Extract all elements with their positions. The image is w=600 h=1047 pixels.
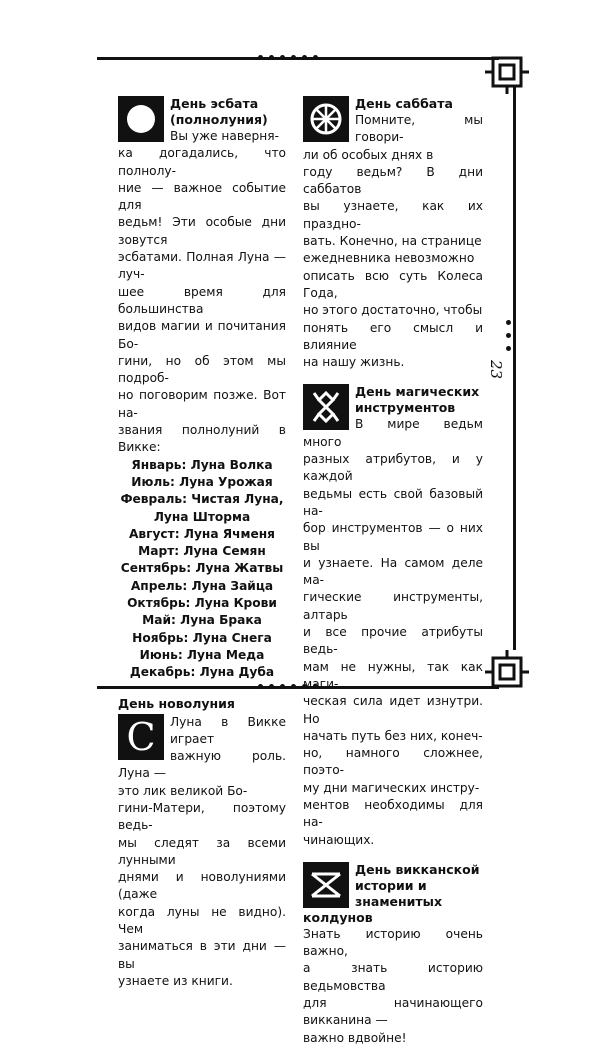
tools-icon-box bbox=[303, 384, 349, 430]
frame-right-line bbox=[513, 85, 516, 650]
full-moon-icon bbox=[125, 103, 157, 135]
drop-cap-letter: C bbox=[126, 714, 156, 759]
text-line: Помните, мы говори- bbox=[355, 113, 483, 145]
history-section bbox=[303, 862, 483, 1047]
tools-text bbox=[303, 416, 483, 848]
moon-name: Июнь: Луна Меда bbox=[139, 647, 265, 662]
text-line: но поговорим позже. Вот на- bbox=[118, 388, 286, 420]
wheel-of-year-icon bbox=[309, 102, 343, 136]
moon-name: Май: Луна Брака bbox=[142, 613, 262, 628]
text-line: это лик великой Бо- bbox=[118, 783, 248, 798]
esbat-text bbox=[118, 128, 286, 457]
tools-section bbox=[303, 384, 483, 848]
wheel-icon-box bbox=[303, 96, 349, 142]
text-line: ментов необходимы для на- bbox=[303, 797, 483, 830]
text-line: ка догадались, что полнолу- bbox=[118, 146, 286, 178]
text-line: понять его смысл и влияние bbox=[303, 320, 483, 352]
text-line: мы следят за всеми лунными bbox=[118, 835, 286, 867]
history-rune-icon bbox=[309, 870, 343, 900]
moon-name: Март: Луна Семян bbox=[138, 544, 266, 559]
moon-name: Июль: Луна Урожая bbox=[131, 474, 273, 489]
text-line: му дни магических инстру- bbox=[303, 780, 480, 795]
text-line: Знать историю очень важно, bbox=[303, 926, 483, 959]
newmoon-heading: День новолуния bbox=[118, 695, 235, 711]
text-line: ведьм! Эти особые дни зовутся bbox=[118, 215, 286, 247]
text-line: узнаете из книги. bbox=[118, 973, 233, 988]
text-line: а знать историю ведьмовства bbox=[303, 961, 483, 993]
text-line: гини-Матери, поэтому ведь- bbox=[118, 800, 286, 833]
text-line: и все прочие атрибуты ведь- bbox=[303, 625, 483, 657]
text-line: заниматься в эти дни — вы bbox=[118, 939, 286, 971]
text-line: В мире ведьм много bbox=[303, 417, 483, 449]
history-icon-box bbox=[303, 862, 349, 908]
text-line: гические инструменты, алтарь bbox=[303, 590, 483, 622]
tools-heading: День магических инструментов bbox=[355, 384, 480, 416]
text-line: ческая сила идет изнутри. Но bbox=[303, 694, 483, 726]
text-line: шее время для большинства bbox=[118, 284, 286, 316]
newmoon-section bbox=[118, 696, 286, 991]
text-line: Вы уже наверня- bbox=[170, 129, 279, 143]
text-line: эсбатами. Полная Луна — луч- bbox=[118, 250, 286, 282]
text-line: гини, но об этом мы подроб- bbox=[118, 353, 286, 386]
text-line: начать путь без них, конеч- bbox=[303, 728, 483, 743]
moon-name: Луна Шторма bbox=[153, 509, 251, 524]
sabbat-heading: День саббата bbox=[355, 96, 453, 111]
text-line: ли об особых днях в bbox=[303, 147, 434, 162]
text-line: для начинающего викканина — bbox=[303, 996, 483, 1028]
text-line: днями и новолуниями (даже bbox=[118, 870, 286, 902]
text-line: и узнаете. На самом деле ма- bbox=[303, 555, 483, 588]
text-line: ведьмы есть свой базовый на- bbox=[303, 486, 483, 518]
knot-ornament-top-icon bbox=[485, 50, 529, 94]
text-line: звания полнолуний в Викке: bbox=[118, 423, 286, 455]
moon-names-list bbox=[118, 457, 286, 682]
text-line: ежедневника невозможно bbox=[303, 251, 475, 266]
text-line: мам не нужны, так как маги- bbox=[303, 659, 483, 691]
full-moon-icon-box bbox=[118, 96, 164, 142]
moon-name: Февраль: Чистая Луна, bbox=[120, 492, 284, 507]
left-column bbox=[118, 96, 286, 990]
top-dots-ornament bbox=[258, 55, 318, 60]
moon-name: Август: Луна Ячменя bbox=[128, 526, 276, 541]
text-line: вы узнаете, как их праздно- bbox=[303, 199, 483, 231]
sabbat-text bbox=[303, 112, 483, 371]
history-text bbox=[303, 926, 483, 1047]
text-line: ние — важное событие для bbox=[118, 180, 286, 213]
moon-name: Декабрь: Луна Дуба bbox=[129, 665, 275, 680]
text-line: Луна в Викке играет bbox=[170, 714, 286, 746]
text-line: чинающих. bbox=[303, 832, 375, 847]
text-line: но, намного сложнее, поэто- bbox=[303, 746, 483, 778]
text-line: видов магии и почитания Бо- bbox=[118, 319, 286, 351]
esbat-section bbox=[118, 96, 286, 682]
text-line: важную роль. Луна — bbox=[118, 749, 286, 781]
moon-name: Январь: Луна Волка bbox=[131, 457, 273, 472]
text-line: вать. Конечно, на странице bbox=[303, 234, 482, 249]
knot-ornament-bottom-icon bbox=[485, 650, 529, 694]
sabbat-section bbox=[303, 96, 483, 371]
moon-name: Ноябрь: Луна Снега bbox=[132, 630, 272, 645]
magic-tools-rune-icon bbox=[311, 390, 341, 424]
drop-cap-box bbox=[118, 714, 164, 760]
text-line: когда луны не видно). Чем bbox=[118, 904, 286, 937]
text-line: году ведьм? В дни саббатов bbox=[303, 164, 483, 197]
side-dots-ornament bbox=[506, 320, 511, 351]
text-line: на нашу жизнь. bbox=[303, 355, 405, 370]
moon-name: Октябрь: Луна Крови bbox=[127, 596, 277, 611]
page-number: 23 bbox=[487, 360, 505, 380]
moon-name: Апрель: Луна Зайца bbox=[130, 578, 274, 593]
right-column bbox=[303, 96, 483, 1047]
text-line: важно вдвойне! bbox=[303, 1030, 407, 1045]
text-line: разных атрибутов, и у каждой bbox=[303, 452, 483, 484]
moon-name: Сентябрь: Луна Жатвы bbox=[120, 561, 284, 576]
text-line: описать всю суть Колеса Года, bbox=[303, 268, 483, 300]
esbat-heading: День эсбата (полнолуния) bbox=[170, 96, 268, 127]
text-line: бор инструментов — о них вы bbox=[303, 521, 483, 553]
history-heading: День викканской истории и знаменитых колдунов bbox=[303, 861, 480, 925]
text-line: но этого достаточно, чтобы bbox=[303, 303, 483, 318]
